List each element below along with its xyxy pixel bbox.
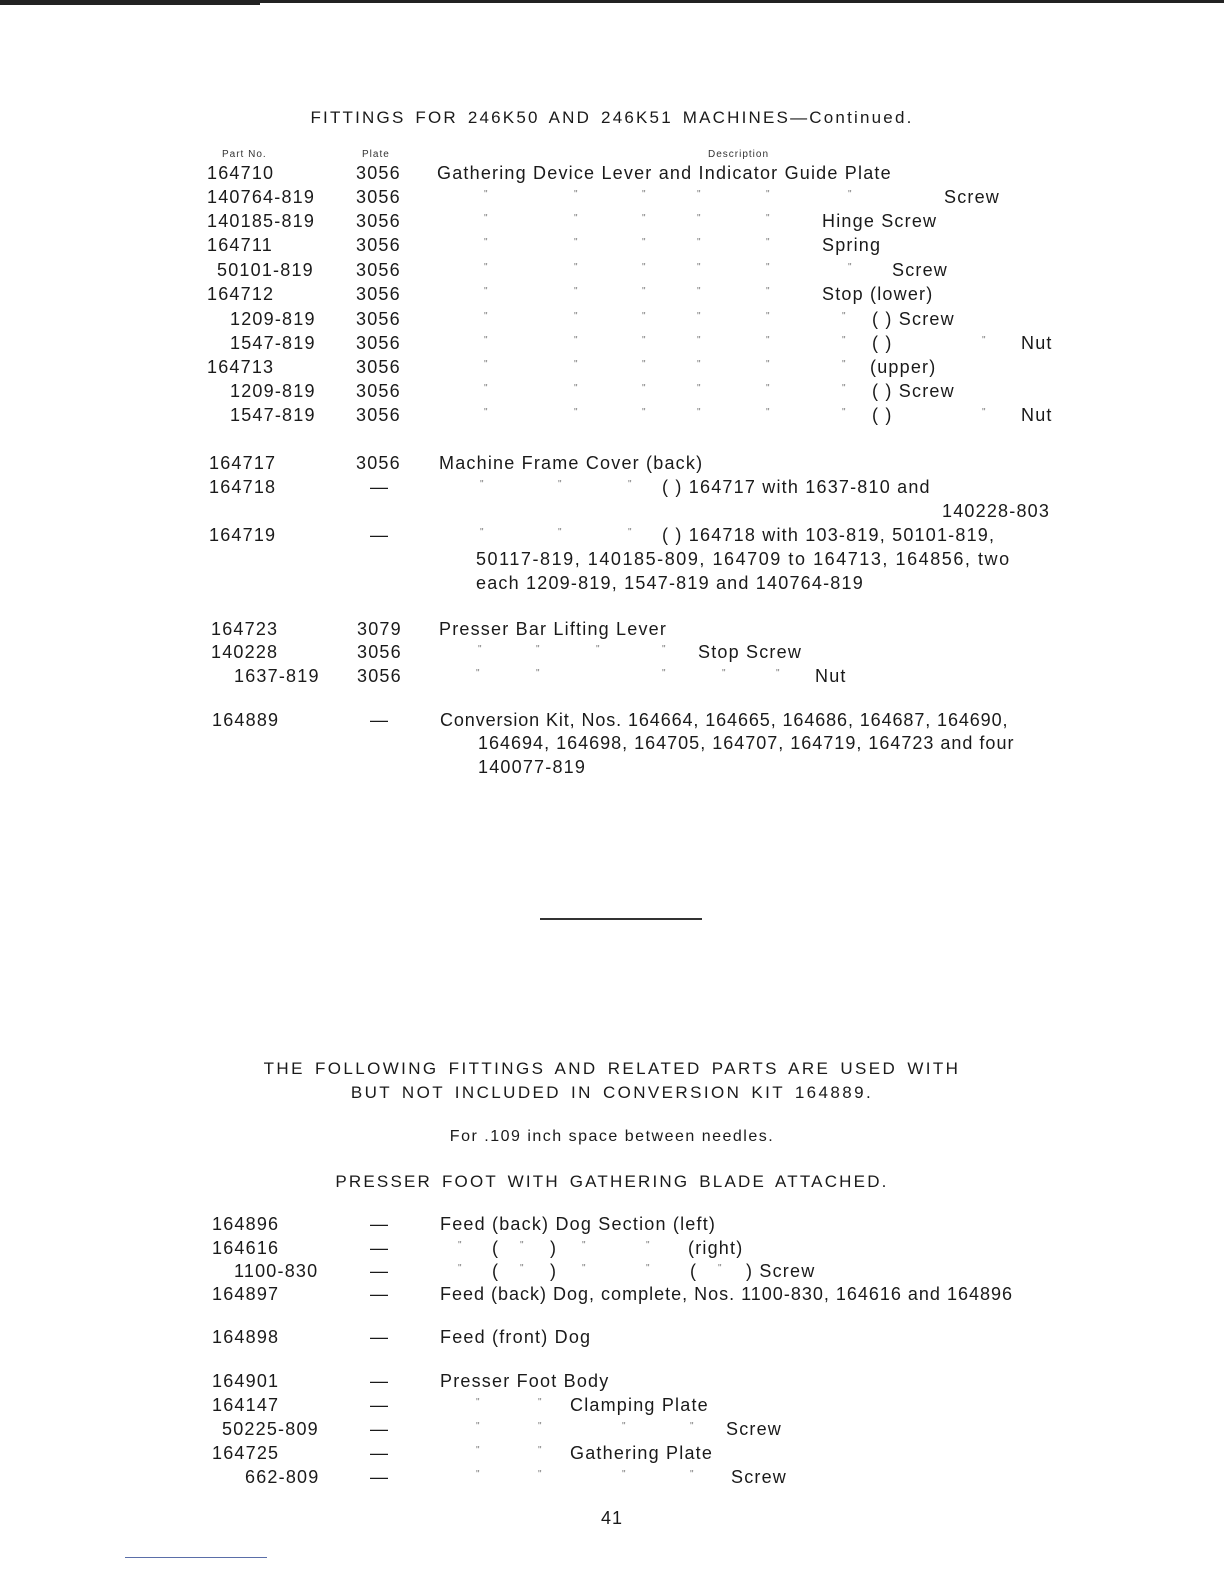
part-number: 140185-819: [207, 211, 316, 231]
section-heading-line-1: THE FOLLOWING FITTINGS AND RELATED PARTS ARE USED WITH: [263, 1059, 961, 1078]
footer-rule: [125, 1557, 267, 1558]
description: Conversion Kit, Nos. 164664, 164665, 164686, 164687, 164690,: [440, 710, 1009, 730]
part-number: 140228: [211, 642, 279, 662]
ditto-mark: ": [848, 262, 852, 273]
description-suffix: Nut: [1021, 405, 1053, 425]
part-number: 1547-819: [230, 405, 316, 425]
plate-number: —: [370, 710, 390, 730]
description: ( ) Screw: [872, 309, 955, 329]
ditto-mark: ": [697, 262, 701, 273]
presser-foot-subheading: PRESSER FOOT WITH GATHERING BLADE ATTACHED.: [335, 1172, 889, 1191]
plate-number: —: [370, 1395, 390, 1415]
ditto-mark: ": [538, 1421, 542, 1432]
part-number: 140764-819: [207, 187, 316, 207]
ditto-mark: ": [622, 1421, 626, 1432]
ditto-mark: ": [697, 311, 701, 322]
ditto-mark: ": [484, 359, 488, 370]
ditto-mark: ": [480, 527, 484, 538]
ditto-mark: ": [536, 668, 540, 679]
ditto-mark: ": [642, 262, 646, 273]
ditto-mark: ": [574, 383, 578, 394]
description: ( ) Screw: [872, 381, 955, 401]
ditto-mark: ": [766, 335, 770, 346]
ditto-mark: ": [574, 311, 578, 322]
plate-number: —: [370, 1419, 390, 1439]
description: Spring: [822, 235, 882, 255]
part-number: 164719: [209, 525, 277, 545]
ditto-mark: ": [766, 237, 770, 248]
plate-number: —: [370, 1238, 390, 1258]
ditto-mark: ": [722, 668, 726, 679]
ditto-mark: ": [642, 237, 646, 248]
ditto-mark: ": [842, 359, 846, 370]
ditto-mark: ": [536, 644, 540, 655]
plate-number: 3056: [356, 357, 401, 377]
plate-number: —: [370, 1261, 390, 1281]
plate-number: —: [370, 1371, 390, 1391]
ditto-mark: ": [476, 1469, 480, 1480]
ditto-mark: ": [574, 286, 578, 297]
plate-number: 3056: [356, 235, 401, 255]
ditto-mark: ": [458, 1240, 462, 1251]
part-number: 164710: [207, 163, 275, 183]
plate-number: —: [370, 1284, 390, 1304]
ditto-mark: ": [558, 479, 562, 490]
description: Nut: [815, 666, 847, 686]
ditto-mark: ": [476, 1421, 480, 1432]
description: Feed (front) Dog: [440, 1327, 592, 1347]
ditto-mark: ": [538, 1397, 542, 1408]
ditto-mark: ": [776, 668, 780, 679]
ditto-mark: ": [718, 1263, 722, 1274]
ditto-mark: ": [697, 237, 701, 248]
ditto-mark: ": [538, 1445, 542, 1456]
description-continuation: 50117-819, 140185-809, 164709 to 164713, 164856, two: [476, 549, 1011, 569]
ditto-mark: ": [574, 359, 578, 370]
description: Gathering Device Lever and Indicator Guide Plate: [437, 163, 892, 183]
ditto-mark: ": [478, 644, 482, 655]
description-paren: (: [492, 1261, 500, 1281]
ditto-mark: ": [596, 644, 600, 655]
part-number: 164713: [207, 357, 275, 377]
ditto-mark: ": [766, 213, 770, 224]
part-number: 164616: [212, 1238, 280, 1258]
ditto-mark: ": [582, 1240, 586, 1251]
ditto-mark: ": [520, 1240, 524, 1251]
plate-number: 3079: [357, 619, 402, 639]
ditto-mark: ": [766, 286, 770, 297]
plate-number: —: [370, 1467, 390, 1487]
plate-number: —: [370, 1214, 390, 1234]
description: Hinge Screw: [822, 211, 938, 231]
ditto-mark: ": [558, 527, 562, 538]
description: Gathering Plate: [570, 1443, 714, 1463]
part-number: 164725: [212, 1443, 280, 1463]
section-divider: [540, 918, 702, 920]
part-number: 164889: [212, 710, 280, 730]
ditto-mark: ": [842, 407, 846, 418]
description: Screw: [731, 1467, 788, 1487]
column-header-plate: Plate: [362, 149, 390, 160]
ditto-mark: ": [646, 1240, 650, 1251]
description: (right): [688, 1238, 744, 1258]
ditto-mark: ": [642, 359, 646, 370]
column-header-description: Description: [708, 149, 770, 160]
part-number: 164147: [212, 1395, 280, 1415]
description-continuation: 140077-819: [478, 757, 587, 777]
ditto-mark: ": [646, 1263, 650, 1274]
ditto-mark: ": [520, 1263, 524, 1274]
ditto-mark: ": [642, 335, 646, 346]
ditto-mark: ": [642, 311, 646, 322]
part-number: 1209-819: [230, 381, 316, 401]
ditto-mark: ": [574, 237, 578, 248]
description: Screw: [726, 1419, 783, 1439]
ditto-mark: ": [842, 311, 846, 322]
description: Clamping Plate: [570, 1395, 709, 1415]
ditto-mark: ": [766, 262, 770, 273]
section-heading-line-2: BUT NOT INCLUDED IN CONVERSION KIT 164889.: [350, 1083, 874, 1102]
ditto-mark: ": [484, 383, 488, 394]
description: Screw: [892, 260, 949, 280]
ditto-mark: ": [476, 668, 480, 679]
page-title: FITTINGS FOR 246K50 AND 246K51 MACHINES—Continued.: [310, 108, 914, 127]
part-number: 164898: [212, 1327, 280, 1347]
description: ( ): [872, 333, 893, 353]
ditto-mark: ": [848, 189, 852, 200]
description-paren: ): [550, 1261, 558, 1281]
description: ( ) 164717 with 1637-810 and: [662, 477, 931, 497]
part-number: 164723: [211, 619, 279, 639]
ditto-mark: ": [642, 189, 646, 200]
ditto-mark: ": [642, 383, 646, 394]
ditto-mark: ": [628, 527, 632, 538]
ditto-mark: ": [476, 1445, 480, 1456]
ditto-mark: ": [574, 213, 578, 224]
part-number: 164717: [209, 453, 277, 473]
ditto-mark: ": [697, 189, 701, 200]
plate-number: 3056: [356, 381, 401, 401]
part-number: 1100-830: [234, 1261, 319, 1281]
ditto-mark: ": [574, 189, 578, 200]
description: ( ) 164718 with 103-819, 50101-819,: [662, 525, 996, 545]
ditto-mark: ": [480, 479, 484, 490]
description-continuation: each 1209-819, 1547-819 and 140764-819: [476, 573, 864, 593]
ditto-mark: ": [484, 335, 488, 346]
plate-number: 3056: [356, 163, 401, 183]
ditto-mark: ": [766, 189, 770, 200]
ditto-mark: ": [628, 479, 632, 490]
plate-number: 3056: [356, 453, 401, 473]
description-continuation: 140228-803: [942, 501, 1051, 521]
plate-number: 3056: [356, 333, 401, 353]
description: Stop (lower): [822, 284, 934, 304]
ditto-mark: ": [842, 335, 846, 346]
ditto-mark: ": [842, 383, 846, 394]
part-number: 164718: [209, 477, 277, 497]
description: ) Screw: [746, 1261, 816, 1281]
ditto-mark: ": [642, 213, 646, 224]
ditto-mark: ": [574, 335, 578, 346]
ditto-mark: ": [766, 407, 770, 418]
ditto-mark: ": [662, 668, 666, 679]
plate-number: 3056: [356, 187, 401, 207]
part-number: 164711: [207, 235, 273, 255]
ditto-mark: ": [476, 1397, 480, 1408]
plate-number: —: [370, 1443, 390, 1463]
ditto-mark: ": [484, 237, 488, 248]
ditto-mark: ": [484, 262, 488, 273]
ditto-mark: ": [582, 1263, 586, 1274]
ditto-mark: ": [484, 311, 488, 322]
plate-number: 3056: [356, 260, 401, 280]
plate-number: 3056: [356, 309, 401, 329]
part-number: 164901: [212, 1371, 280, 1391]
ditto-mark: ": [766, 311, 770, 322]
description: Feed (back) Dog Section (left): [440, 1214, 717, 1234]
ditto-mark: ": [484, 213, 488, 224]
part-number: 164896: [212, 1214, 280, 1234]
ditto-mark: ": [538, 1469, 542, 1480]
description: Stop Screw: [698, 642, 803, 662]
description: Screw: [944, 187, 1001, 207]
ditto-mark: ": [622, 1469, 626, 1480]
description: Machine Frame Cover (back): [439, 453, 704, 473]
part-number: 164712: [207, 284, 275, 304]
page-number: 41: [600, 1508, 624, 1528]
ditto-mark: ": [697, 407, 701, 418]
ditto-mark: ": [690, 1469, 694, 1480]
column-header-part: Part No.: [222, 149, 267, 160]
part-number: 50101-819: [217, 260, 314, 280]
ditto-mark: ": [484, 407, 488, 418]
ditto-mark: ": [484, 189, 488, 200]
description-paren: (: [690, 1261, 698, 1281]
ditto-mark: ": [697, 286, 701, 297]
plate-number: —: [370, 1327, 390, 1347]
ditto-mark: ": [574, 262, 578, 273]
ditto-mark: ": [697, 383, 701, 394]
part-number: 1547-819: [230, 333, 316, 353]
ditto-mark: ": [697, 335, 701, 346]
description-paren: ): [550, 1238, 558, 1258]
description: Feed (back) Dog, complete, Nos. 1100-830, 164616 and 164896: [440, 1284, 1014, 1304]
plate-number: 3056: [356, 211, 401, 231]
spacing-note: For .109 inch space between needles.: [449, 1128, 775, 1145]
description-suffix: Nut: [1021, 333, 1053, 353]
top-border-accent: [0, 3, 260, 5]
ditto-mark: ": [982, 335, 986, 346]
plate-number: —: [370, 477, 390, 497]
part-number: 50225-809: [222, 1419, 319, 1439]
description: Presser Foot Body: [440, 1371, 610, 1391]
part-number: 662-809: [245, 1467, 320, 1487]
ditto-mark: ": [642, 407, 646, 418]
ditto-mark: ": [697, 359, 701, 370]
description: Presser Bar Lifting Lever: [439, 619, 668, 639]
description: ( ): [872, 405, 893, 425]
ditto-mark: ": [690, 1421, 694, 1432]
plate-number: 3056: [356, 284, 401, 304]
ditto-mark: ": [484, 286, 488, 297]
ditto-mark: ": [766, 383, 770, 394]
ditto-mark: ": [574, 407, 578, 418]
description-paren: (: [492, 1238, 500, 1258]
part-number: 1209-819: [230, 309, 316, 329]
ditto-mark: ": [662, 644, 666, 655]
description-continuation: 164694, 164698, 164705, 164707, 164719, 164723 and four: [478, 733, 1015, 753]
ditto-mark: ": [642, 286, 646, 297]
part-number: 1637-819: [234, 666, 320, 686]
ditto-mark: ": [982, 407, 986, 418]
plate-number: 3056: [357, 666, 402, 686]
ditto-mark: ": [766, 359, 770, 370]
plate-number: —: [370, 525, 390, 545]
description: (upper): [870, 357, 937, 377]
plate-number: 3056: [356, 405, 401, 425]
ditto-mark: ": [458, 1263, 462, 1274]
plate-number: 3056: [357, 642, 402, 662]
part-number: 164897: [212, 1284, 280, 1304]
ditto-mark: ": [697, 213, 701, 224]
